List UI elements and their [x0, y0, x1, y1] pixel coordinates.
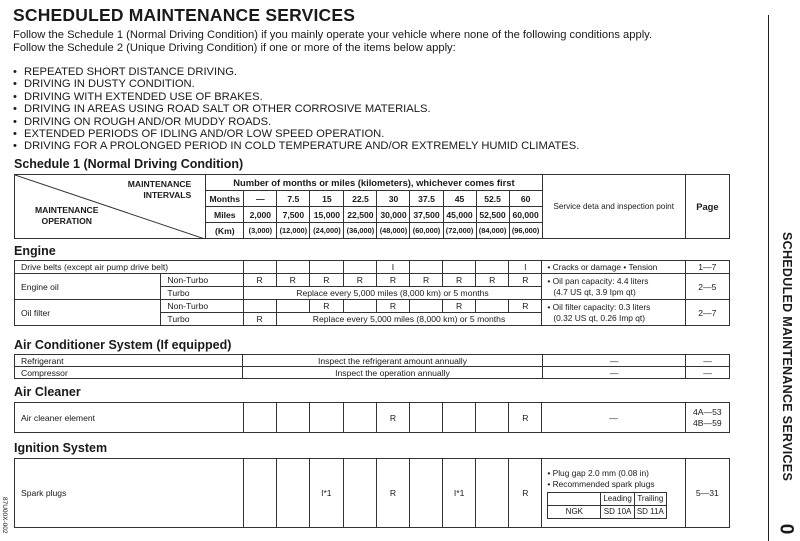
interval-cell: R — [376, 274, 409, 287]
interval-cell: R — [276, 274, 309, 287]
ignition-table — [14, 458, 730, 528]
interval-cell: R — [376, 459, 409, 528]
table-row — [15, 403, 730, 433]
table-row — [15, 355, 730, 367]
miles-value: 52,500 — [476, 207, 509, 223]
air-cleaner-label: Air cleaner element — [15, 403, 244, 433]
side-tab-divider — [768, 15, 769, 541]
interval-cell: R — [243, 274, 276, 287]
service-note: • Oil filter capacity: 0.3 liters (0.32 US qt, 0.26 Imp qt) — [542, 300, 685, 326]
interval-cell — [276, 403, 309, 433]
service-note: • Cracks or damage • Tension — [542, 261, 685, 274]
condition-item: • REPEATED SHORT DISTANCE DRIVING. — [13, 66, 579, 78]
intro-line-1: Follow the Schedule 1 (Normal Driving Condition) if you mainly operate your vehicle where none of the following conditions apply. — [13, 29, 653, 41]
page-title: SCHEDULED MAINTENANCE SERVICES — [13, 5, 356, 25]
oil-filter-label: Oil filter — [15, 300, 161, 326]
interval-cell: R — [509, 403, 542, 433]
interval-cell — [309, 261, 343, 274]
turbo-interval-text: Replace every 5,000 miles (8,000 km) or 5 months — [243, 287, 542, 300]
schedule-header-table — [14, 174, 730, 239]
side-tab-label: SCHEDULED MAINTENANCE SERVICES — [780, 232, 794, 482]
miles-value: 2,000 — [244, 207, 277, 223]
service-note: — — [542, 403, 685, 433]
interval-cell — [343, 459, 376, 528]
miles-value: 37,500 — [410, 207, 443, 223]
compressor-label: Compressor — [15, 367, 243, 379]
month-value: 60 — [509, 191, 542, 207]
section-title-air-conditioner: Air Conditioner System (If equipped) — [14, 338, 232, 352]
page-ref: 1—7 — [685, 261, 729, 274]
interval-cell — [443, 403, 476, 433]
km-value: (3,000) — [244, 223, 277, 239]
conditions-list — [13, 66, 579, 153]
interval-cell: R — [376, 403, 409, 433]
interval-cell — [309, 403, 343, 433]
page-header: Page — [685, 175, 729, 239]
page-ref: — — [686, 355, 730, 367]
refrigerant-label: Refrigerant — [15, 355, 243, 367]
condition-item: • DRIVING WITH EXTENDED USE OF BRAKES. — [13, 91, 579, 103]
condition-item: • DRIVING IN DUSTY CONDITION. — [13, 78, 579, 90]
month-value: 30 — [377, 191, 410, 207]
turbo-label: Turbo — [161, 313, 243, 326]
compressor-interval-text: Inspect the operation annually — [242, 367, 543, 379]
month-value: 22.5 — [344, 191, 377, 207]
interval-cell: I*1 — [443, 459, 476, 528]
month-value: 45 — [443, 191, 476, 207]
interval-cell: R — [309, 300, 343, 313]
air-cleaner-table — [14, 402, 730, 433]
condition-item: • DRIVING ON ROUGH AND/OR MUDDY ROADS. — [13, 116, 579, 128]
month-value: — — [244, 191, 277, 207]
service-note: — — [543, 367, 686, 379]
km-value: (12,000) — [277, 223, 310, 239]
interval-cell — [343, 261, 376, 274]
table-row — [15, 300, 730, 313]
interval-cell: I — [509, 261, 542, 274]
engine-table — [14, 260, 730, 326]
interval-cell: R — [410, 274, 443, 287]
condition-item: • DRIVING FOR A PROLONGED PERIOD IN COLD TEMPERATURE AND/OR EXTREMELY HUMID CLIMATES. — [13, 140, 579, 152]
spark-plugs-label: Spark plugs — [15, 459, 244, 528]
interval-cell: R — [376, 300, 409, 313]
interval-cell — [343, 300, 376, 313]
page-ref: 2—5 — [685, 274, 729, 300]
trailing-value: SD 11A — [634, 505, 666, 518]
brand-cell: NGK — [548, 505, 601, 518]
km-value: (48,000) — [377, 223, 410, 239]
km-label: (Km) — [206, 223, 244, 239]
intro-text — [13, 29, 652, 55]
interval-cell: I — [376, 261, 409, 274]
km-value: (96,000) — [509, 223, 542, 239]
interval-cell: R — [443, 274, 476, 287]
interval-cell — [410, 300, 443, 313]
interval-cell: R — [509, 274, 542, 287]
operation-label: MAINTENANCE OPERATION — [35, 205, 99, 226]
miles-value: 22,500 — [344, 207, 377, 223]
interval-cell — [410, 459, 443, 528]
miles-value: 45,000 — [443, 207, 476, 223]
interval-cell — [410, 261, 443, 274]
km-value: (84,000) — [476, 223, 509, 239]
interval-cell — [343, 403, 376, 433]
interval-cell: I*1 — [309, 459, 343, 528]
miles-value: 15,000 — [310, 207, 344, 223]
interval-span-header: Number of months or miles (kilometers), whichever comes first — [206, 175, 542, 191]
interval-cell: R — [243, 313, 276, 326]
interval-cell: R — [509, 300, 542, 313]
interval-cell: R — [509, 459, 542, 528]
service-note: — — [543, 355, 686, 367]
km-value: (60,000) — [410, 223, 443, 239]
header-diagonal-cell — [15, 175, 206, 239]
non-turbo-label: Non-Turbo — [161, 300, 243, 313]
interval-cell: R — [476, 274, 509, 287]
schedule-title: Schedule 1 (Normal Driving Condition) — [14, 157, 244, 171]
interval-cell: R — [343, 274, 376, 287]
trailing-header: Trailing — [634, 492, 666, 505]
miles-value: 7,500 — [277, 207, 310, 223]
interval-cell: R — [443, 300, 476, 313]
interval-cell — [476, 261, 509, 274]
condition-item: • DRIVING IN AREAS USING ROAD SALT OR OTHER CORROSIVE MATERIALS. — [13, 103, 579, 115]
air-conditioner-table — [14, 354, 730, 379]
miles-value: 30,000 — [377, 207, 410, 223]
leading-header: Leading — [601, 492, 634, 505]
leading-value: SD 10A — [601, 505, 634, 518]
section-title-engine: Engine — [14, 244, 56, 258]
drive-belts-label: Drive belts (except air pump drive belt) — [15, 261, 244, 274]
spark-plug-table — [547, 492, 666, 519]
section-title-air-cleaner: Air Cleaner — [14, 385, 81, 399]
condition-item: • EXTENDED PERIODS OF IDLING AND/OR LOW SPEED OPERATION. — [13, 128, 579, 140]
table-row — [15, 367, 730, 379]
km-value: (24,000) — [310, 223, 344, 239]
intro-line-2: Follow the Schedule 2 (Unique Driving Condition) if one or more of the items below apply: — [13, 42, 456, 54]
service-note: • Plug gap 2.0 mm (0.08 in) • Recommended spark plugs Leading Trailing NGK SD 10A SD 11A — [542, 459, 685, 528]
interval-cell — [243, 300, 276, 313]
month-value: 52.5 — [476, 191, 509, 207]
months-label: Months — [206, 191, 244, 207]
miles-value: 60,000 — [509, 207, 542, 223]
km-value: (72,000) — [443, 223, 476, 239]
interval-cell — [243, 403, 276, 433]
page-ref: 2—7 — [685, 300, 729, 326]
interval-cell — [476, 300, 509, 313]
interval-cell — [276, 261, 309, 274]
interval-cell: R — [309, 274, 343, 287]
km-value: (36,000) — [344, 223, 377, 239]
side-tab-number: 0 — [775, 523, 797, 535]
turbo-label: Turbo — [161, 287, 243, 300]
table-row — [15, 274, 730, 287]
interval-cell — [410, 403, 443, 433]
service-note: • Oil pan capacity: 4.4 liters (4.7 US qt, 3.9 Ipm qt) — [542, 274, 685, 300]
month-value: 7.5 — [277, 191, 310, 207]
service-header: Service deta and inspection point — [542, 175, 685, 239]
figure-code: 87U00X-002 — [1, 497, 8, 534]
empty-cell — [548, 492, 601, 505]
miles-label: Miles — [206, 207, 244, 223]
month-value: 37.5 — [410, 191, 443, 207]
page-ref: 5—31 — [685, 459, 729, 528]
non-turbo-label: Non-Turbo — [161, 274, 243, 287]
interval-cell — [443, 261, 476, 274]
page-ref: 4A—53 4B—59 — [685, 403, 729, 433]
engine-oil-label: Engine oil — [15, 274, 161, 300]
intervals-label: MAINTENANCE INTERVALS — [127, 179, 192, 200]
interval-cell — [276, 300, 309, 313]
refrigerant-interval-text: Inspect the refrigerant amount annually — [242, 355, 543, 367]
table-row — [15, 459, 730, 528]
page-ref: — — [686, 367, 730, 379]
interval-cell — [243, 459, 276, 528]
section-title-ignition: Ignition System — [14, 441, 108, 455]
interval-cell — [243, 261, 276, 274]
interval-cell — [276, 459, 309, 528]
interval-cell — [476, 403, 509, 433]
turbo-interval-text: Replace every 5,000 miles (8,000 km) or 5 months — [276, 313, 542, 326]
month-value: 15 — [310, 191, 344, 207]
table-row — [15, 261, 730, 274]
interval-cell — [476, 459, 509, 528]
